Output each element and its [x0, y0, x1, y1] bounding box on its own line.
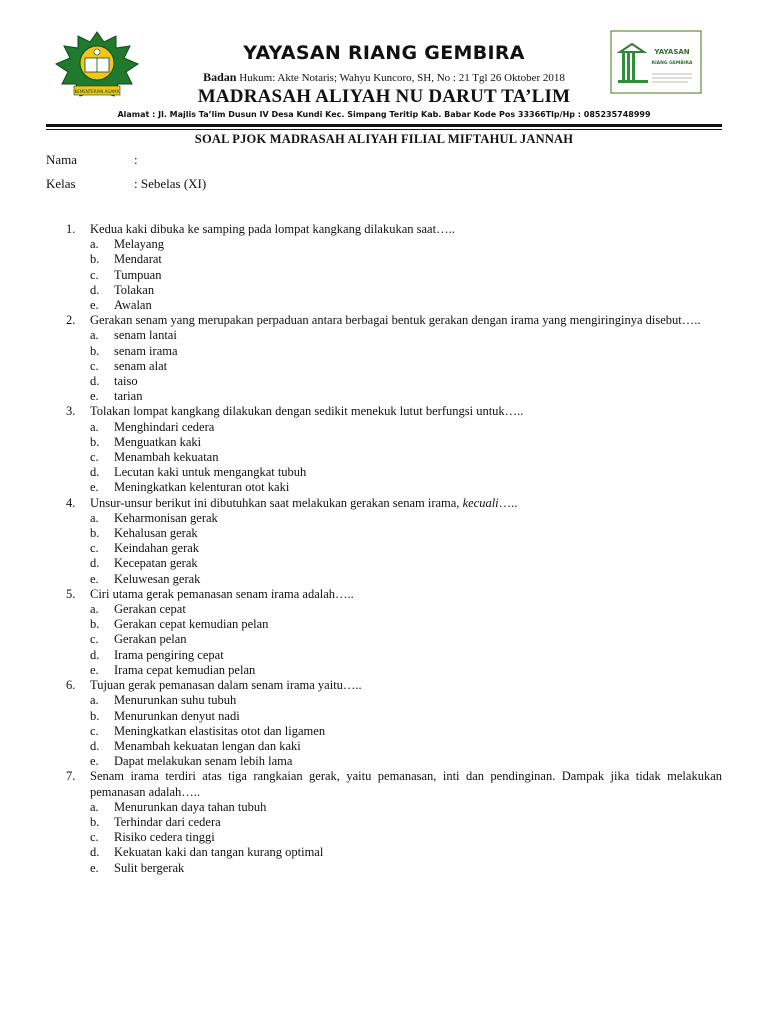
option-text: Awalan: [114, 298, 152, 313]
option-text: Menurunkan suhu tubuh: [114, 693, 237, 708]
question-text-main: Senam irama terdiri atas tiga rangkaian gerak, yaitu pemanasan, inti dan pendinginan. Dampak jika tidak melakukan pemanasan adalah…..: [90, 769, 722, 799]
option-text: Keharmonisan gerak: [114, 510, 218, 525]
option-text: Menghindari cedera: [114, 419, 215, 434]
option-letter: d.: [90, 282, 100, 297]
option-text: Gerakan cepat kemudian pelan: [114, 617, 269, 632]
class-value: : Sebelas (XI): [134, 176, 207, 191]
question-text-tail: …..: [498, 495, 518, 510]
option-text: Melayang: [114, 237, 164, 252]
option-letter: e.: [90, 754, 99, 769]
answer-option: [90, 830, 722, 845]
option-text: Lecutan kaki untuk mengangkat tubuh: [114, 465, 307, 480]
school-name: MADRASAH ALIYAH NU DARUT TA’LIM: [197, 86, 571, 107]
answer-option: [90, 374, 722, 389]
option-letter: e.: [90, 662, 99, 677]
logo-text-yayasan: YAYASAN: [654, 48, 690, 56]
question-text-main: Ciri utama gerak pemanasan senam irama adalah…..: [90, 586, 354, 601]
option-text: Menambah kekuatan: [114, 450, 219, 465]
logo-text-riang-gembira: RIANG GEMBIRA: [651, 61, 693, 66]
question-number: 4.: [66, 495, 76, 510]
option-letter: a.: [90, 510, 99, 525]
answer-option: [90, 602, 722, 617]
legal-text: Hukum: Akte Notaris; Wahyu Kuncoro, SH, No : 21 Tgl 26 Oktober 2018: [239, 72, 565, 84]
option-text: Irama pengiring cepat: [114, 647, 224, 662]
answer-option: [90, 845, 722, 860]
question-number: 5.: [66, 586, 76, 601]
option-letter: a.: [90, 602, 99, 617]
answer-option: [90, 465, 722, 480]
foundation-name: YAYASAN RIANG GEMBIRA: [243, 42, 525, 64]
option-letter: a.: [90, 693, 99, 708]
question-item: [66, 404, 722, 495]
question-item: [66, 587, 722, 678]
legal-prefix: Badan: [203, 70, 237, 84]
question-text: [90, 587, 722, 602]
option-letter: e.: [90, 860, 99, 875]
option-text: Keluwesan gerak: [114, 571, 201, 586]
option-letter: a.: [90, 419, 99, 434]
class-label: Kelas: [46, 176, 76, 191]
answer-option: [90, 526, 722, 541]
option-text: Menurunkan daya tahan tubuh: [114, 799, 267, 814]
option-text: Meningkatkan kelenturan otot kaki: [114, 480, 290, 495]
question-number: 3.: [66, 404, 76, 419]
answer-option: [90, 298, 722, 313]
emblem-banner-text: KEMENTERIAN AGAMA: [74, 89, 120, 94]
answer-option: [90, 861, 722, 876]
option-text: Menguatkan kaki: [114, 434, 202, 449]
option-letter: b.: [90, 617, 100, 632]
school-address: Alamat : Jl. Majlis Ta’lim Dusun IV Desa Kundi Kec. Simpang Teritip Kab. Babar Kode Pos 33366Tlp/Hp : 085235748999: [117, 110, 651, 119]
option-text: Terhindar dari cedera: [114, 814, 221, 829]
answer-option: [90, 632, 722, 647]
question-number: 7.: [66, 769, 76, 784]
option-text: Mendarat: [114, 252, 162, 267]
option-text: Menurunkan denyut nadi: [114, 708, 240, 723]
option-letter: e.: [90, 480, 99, 495]
legal-info: [0, 70, 768, 85]
option-letter: b.: [90, 252, 100, 267]
option-letter: d.: [90, 647, 100, 662]
option-letter: b.: [90, 814, 100, 829]
option-letter: c.: [90, 450, 99, 465]
option-letter: c.: [90, 632, 99, 647]
option-letter: d.: [90, 374, 100, 389]
question-item: [66, 313, 722, 404]
option-text: Kekuatan kaki dan tangan kurang optimal: [114, 845, 324, 860]
answer-option: [90, 663, 722, 678]
option-letter: b.: [90, 434, 100, 449]
answer-option: [90, 268, 722, 283]
option-letter: a.: [90, 328, 99, 343]
answer-option: [90, 359, 722, 374]
option-letter: c.: [90, 267, 99, 282]
option-text: tarian: [114, 389, 143, 404]
answer-option: [90, 420, 722, 435]
option-text: Kecepatan gerak: [114, 556, 198, 571]
answer-option: [90, 435, 722, 450]
question-item: [66, 222, 722, 313]
answer-option: [90, 283, 722, 298]
question-text-main: Tujuan gerak pemanasan dalam senam irama yaitu…..: [90, 678, 362, 693]
name-label: Nama: [46, 152, 78, 167]
answer-option: [90, 739, 722, 754]
answer-option: [90, 541, 722, 556]
answer-option: [90, 480, 722, 495]
question-text-main: Tolakan lompat kangkang dilakukan dengan sedikit menekuk lutut berfungsi untuk…..: [90, 404, 524, 419]
question-text-italic: kecuali: [462, 495, 499, 510]
question-text: [90, 678, 722, 693]
answer-option: [90, 450, 722, 465]
question-text: [90, 769, 722, 799]
option-text: Dapat melakukan senam lebih lama: [114, 754, 293, 769]
answer-option: [90, 252, 722, 267]
answer-option: [90, 693, 722, 708]
answer-option: [90, 800, 722, 815]
option-text: senam lantai: [114, 328, 177, 343]
answer-option: [90, 328, 722, 343]
question-text: [90, 222, 722, 237]
option-text: Risiko cedera tinggi: [114, 830, 215, 845]
option-text: Keindahan gerak: [114, 541, 200, 556]
option-letter: c.: [90, 541, 99, 556]
option-letter: d.: [90, 845, 100, 860]
option-text: Meningkatkan elastisitas otot dan ligamen: [114, 723, 326, 738]
option-letter: c.: [90, 723, 99, 738]
option-text: Tolakan: [114, 282, 155, 297]
option-letter: d.: [90, 465, 100, 480]
option-letter: e.: [90, 389, 99, 404]
option-text: Gerakan pelan: [114, 632, 187, 647]
option-letter: d.: [90, 556, 100, 571]
option-text: Gerakan cepat: [114, 602, 186, 617]
option-text: taiso: [114, 374, 138, 389]
answer-option: [90, 815, 722, 830]
option-text: Tumpuan: [114, 267, 162, 282]
option-letter: d.: [90, 738, 100, 753]
option-letter: c.: [90, 830, 99, 845]
option-text: senam alat: [114, 358, 168, 373]
question-list: [66, 222, 722, 876]
option-letter: b.: [90, 526, 100, 541]
answer-option: [90, 572, 722, 587]
answer-option: [90, 617, 722, 632]
option-letter: e.: [90, 298, 99, 313]
option-text: senam irama: [114, 343, 178, 358]
answer-option: [90, 556, 722, 571]
question-item: [66, 769, 722, 875]
answer-option: [90, 754, 722, 769]
question-text-main: Kedua kaki dibuka ke samping pada lompat kangkang dilakukan saat…..: [90, 222, 455, 236]
option-letter: a.: [90, 799, 99, 814]
question-item: [66, 678, 722, 769]
question-text: [90, 404, 722, 419]
option-letter: b.: [90, 708, 100, 723]
answer-option: [90, 511, 722, 526]
option-letter: b.: [90, 343, 100, 358]
option-text: Irama cepat kemudian pelan: [114, 662, 256, 677]
question-text-main: Gerakan senam yang merupakan perpaduan antara berbagai bentuk gerakan dengan irama yang mengiringinya disebut…..: [90, 313, 701, 328]
option-letter: c.: [90, 358, 99, 373]
question-text: [90, 313, 722, 328]
question-text-main: Unsur-unsur berikut ini dibutuhkan saat melakukan gerakan senam irama,: [90, 495, 460, 510]
option-text: Kehalusan gerak: [114, 526, 198, 541]
name-value: :: [134, 152, 138, 167]
option-letter: e.: [90, 571, 99, 586]
question-item: [66, 496, 722, 587]
answer-option: [90, 724, 722, 739]
answer-option: [90, 344, 722, 359]
question-number: 2.: [66, 313, 76, 328]
answer-option: [90, 709, 722, 724]
option-text: Menambah kekuatan lengan dan kaki: [114, 738, 301, 753]
question-text: [90, 496, 722, 511]
option-letter: a.: [90, 237, 99, 252]
question-number: 6.: [66, 678, 76, 693]
header-divider-thick: [46, 124, 722, 127]
header-divider-thin: [46, 129, 722, 130]
answer-option: [90, 237, 722, 252]
question-number: 1.: [66, 222, 76, 236]
exam-title: SOAL PJOK MADRASAH ALIYAH FILIAL MIFTAHUL JANNAH: [194, 132, 574, 146]
answer-option: [90, 648, 722, 663]
option-text: Sulit bergerak: [114, 860, 185, 875]
answer-option: [90, 389, 722, 404]
